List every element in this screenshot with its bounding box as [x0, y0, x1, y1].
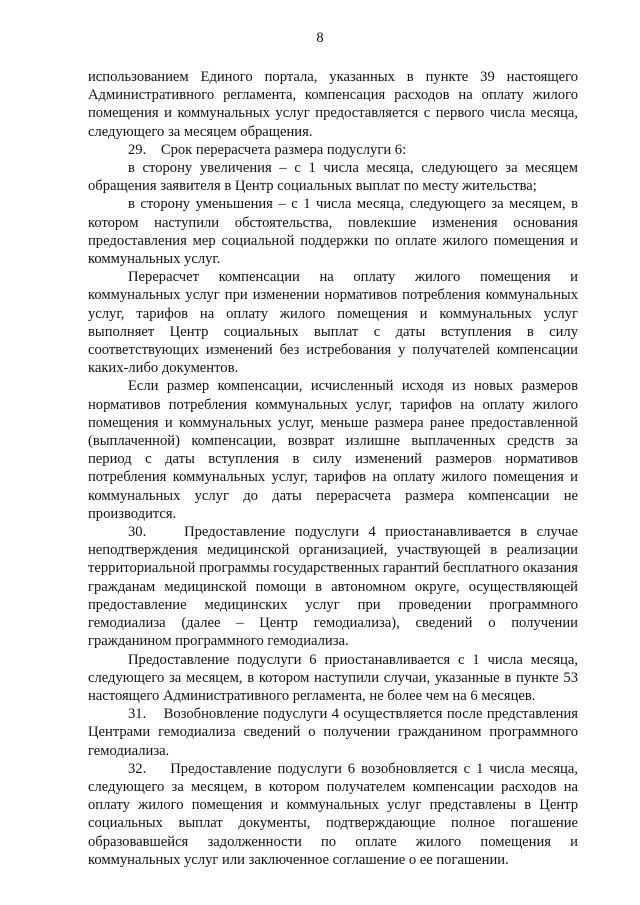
paragraph-no-refund: Если размер компенсации, исчисленный исходя из новых размеров нормативов потребления коммунальных услуг, тарифов на оплату жилого помещения и коммунальных услуг, меньше размера ранее предоставленной (выплаченной) компенсации, возврат излишне выплаченных средств за период с даты вступления в силу изменений размеров нормативов потребления коммунальных услуг, тарифов на оплату жилого помещения и коммунальных услуг до даты перерасчета размера компенсации не производится. [88, 378, 578, 522]
paragraph-item-32: 32. Предоставление подуслуги 6 возобновляется с 1 числа месяца, следующего за месяцем, в котором получателем компенсации расходов на оплату жилого помещения и коммунальных услуг представлены в Центр социальных выплат документы, подтверждающие полное погашение образовавшейся задолженности по оплате жилого помещения и коммунальных услуг или заключенное соглашение о ее погашении. [88, 760, 578, 868]
paragraph-suspension-6: Предоставление подуслуги 6 приостанавливается с 1 числа месяца, следующего за месяцем, в котором наступили случаи, указанные в пункте 53 настоящего Административного регламента, не более чем на 6 месяцев. [88, 651, 578, 704]
page-number: 8 [316, 30, 324, 46]
paragraph-decrease: в сторону уменьшения – с 1 числа месяца, следующего за месяцем, в котором наступили обстоятельства, повлекшие изменения основания предоставления мер социальной поддержки по оплате жилого помещения и коммунальных услуг. [88, 196, 578, 268]
paragraph-recalculation: Перерасчет компенсации на оплату жилого помещения и коммунальных услуг при изменении нормативов потребления коммунальных услуг, тарифов на оплату жилого помещения и коммунальных услуг выполняет Центр социальных выплат с даты вступления в силу соответствующих изменений без истребования у получателей компенсации каких-либо документов. [88, 269, 578, 377]
paragraph-item-30: 30. Предоставление подуслуги 4 приостанавливается в случае неподтверждения медицинской организацией, участвующей в реализации территориальной программы государственных гарантий бесплатного оказания гражданам медицинской помощи в автономном округе, осуществляющей предоставление медицинских услуг при проведении программного гемодиализа (далее – Центр гемодиализа), сведений о получении гражданином программного гемодиализа. [88, 524, 578, 650]
paragraph-increase: в сторону увеличения – с 1 числа месяца, следующего за месяцем обращения заявителя в Центр социальных выплат по месту жительства; [88, 160, 578, 195]
document-body [88, 68, 578, 869]
paragraph-item-29: 29. Срок перерасчета размера подуслуги 6: [128, 141, 407, 158]
paragraph-item-31: 31. Возобновление подуслуги 4 осуществляется после представления Центрами гемодиализа сведений о получении гражданином программного гемодиализа. [88, 706, 578, 759]
paragraph-continuation: использованием Единого портала, указанных в пункте 39 настоящего Административного регламента, компенсация расходов на оплату жилого помещения и коммунальных услуг предоставляется с первого числа месяца, следующего за месяцем обращения. [88, 69, 578, 140]
